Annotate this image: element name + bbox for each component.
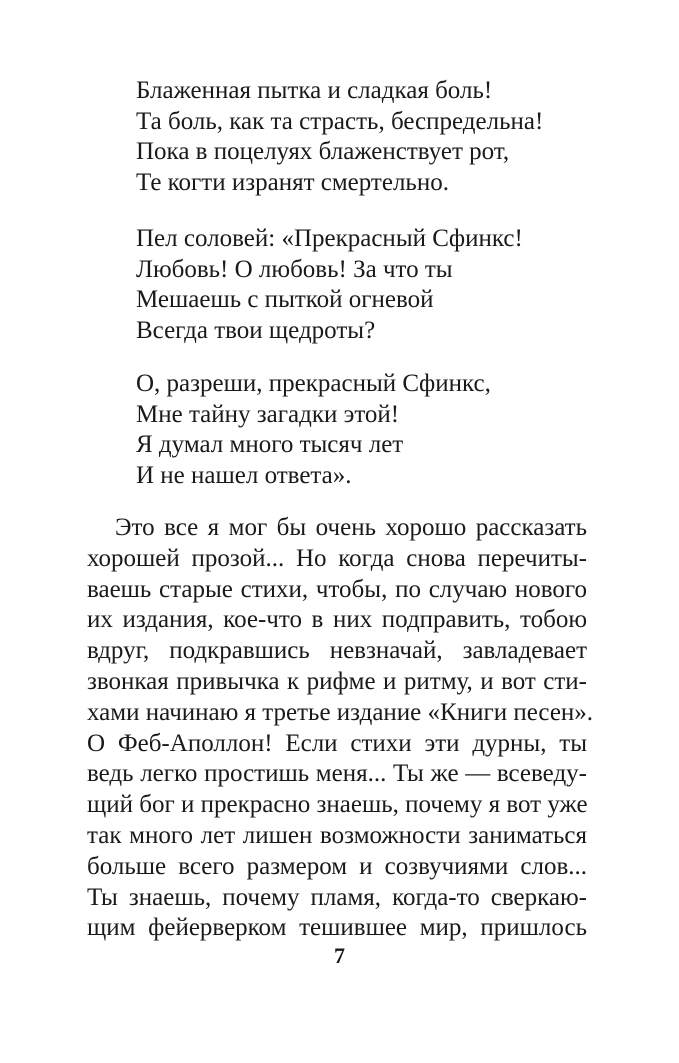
prose-line: Это все я мог бы очень хорошо рассказать: [115, 514, 587, 541]
prose-line: О Феб-Аполлон! Если стихи эти дурны, ты: [87, 729, 587, 757]
prose-line: больше всего размером и созвучиями слов...: [87, 852, 587, 880]
prose-line: хами начинаю я третье издание «Книги песен».: [87, 698, 594, 726]
poem-line: Блаженная пытка и сладкая боль!: [136, 77, 493, 104]
poem-stanza-3: [136, 369, 491, 491]
prose-line: их издания, кое-что в них подправить, тобою: [87, 606, 587, 634]
prose-line: щим фейерверком тешившее мир, пришлось: [87, 914, 587, 942]
poem-stanza-2: [136, 224, 523, 346]
prose-line: так много лет лишен возможности заниматься: [87, 821, 587, 849]
poem-line: Пока в поцелуях блаженствует рот,: [136, 138, 510, 165]
poem-line: Всегда твои щедроты?: [136, 316, 376, 344]
prose-line: хорошей прозой... Но когда снова перечиты-: [87, 544, 587, 572]
prose-line: Ты знаешь, почему пламя, когда-то сверкаю-: [87, 883, 587, 911]
prose-line: ведь легко простишь меня... Ты же — всеведу-: [87, 760, 587, 788]
page-number: 7: [334, 943, 345, 968]
poem-line: Любовь! О любовь! За что ты: [136, 255, 453, 283]
poem-line: Я думал много тысяч лет: [136, 431, 404, 458]
prose-line: щий бог и прекрасно знаешь, почему я вот уже: [87, 791, 588, 819]
poem-line: И не нашел ответа».: [136, 461, 352, 489]
poem-line: Мешаешь с пыткой огневой: [136, 286, 434, 313]
prose-paragraph: [87, 513, 594, 944]
poem-line: Та боль, как та страсть, беспредельна!: [136, 107, 544, 135]
poem-line: Те когти изранят смертельно.: [136, 168, 449, 196]
poem-line: Мне тайну загадки этой!: [136, 400, 400, 428]
poem-line: О, разреши, прекрасный Сфинкс,: [136, 370, 491, 397]
prose-line: звонкая привычка к рифме и ритму, и вот сти-: [87, 667, 587, 695]
poem-line: Пел соловей: «Прекрасный Сфинкс!: [136, 225, 523, 252]
prose-line: вдруг, подкравшись невзначай, завладевает: [87, 637, 587, 665]
poem-stanza-1: [136, 76, 543, 198]
prose-line: ваешь старые стихи, чтобы, по случаю нового: [87, 575, 587, 603]
